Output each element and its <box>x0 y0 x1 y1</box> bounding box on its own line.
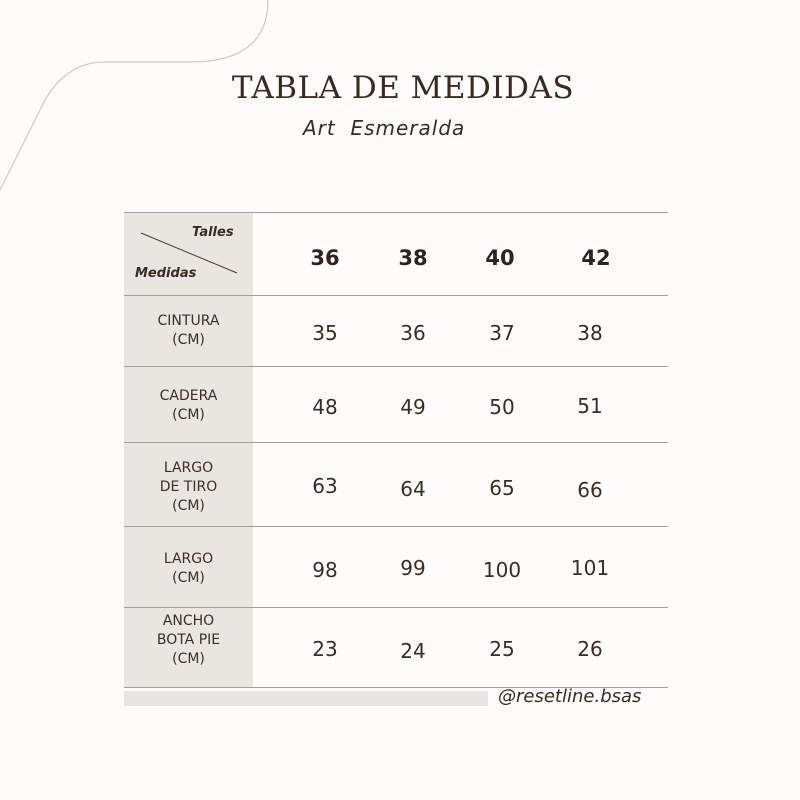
rows-header-label: Medidas <box>135 266 197 281</box>
table-rule <box>124 442 668 443</box>
row-label-largo-de-tiro: LARGO DE TIRO (CM) <box>159 460 218 514</box>
row-label-ancho-bota-pie: ANCHO BOTA PIE (CM) <box>156 613 221 667</box>
table-cell: 100 <box>482 558 522 582</box>
table-cell: 38 <box>577 321 603 345</box>
table-cell: 37 <box>489 321 515 345</box>
table-rule <box>124 366 668 367</box>
table-cell: 36 <box>400 321 426 345</box>
table-cell: 98 <box>312 558 338 582</box>
table-cell: 49 <box>400 395 426 419</box>
row-label-largo: LARGO (CM) <box>163 551 214 586</box>
table-rule <box>124 607 668 608</box>
table-cell: 99 <box>400 556 426 580</box>
table-cell: 64 <box>400 477 426 501</box>
table-cell: 35 <box>312 321 338 345</box>
size-header: 38 <box>398 246 428 270</box>
size-header: 40 <box>485 246 515 270</box>
table-cell: 23 <box>312 637 338 661</box>
table-cell: 26 <box>577 637 603 661</box>
table-cell: 25 <box>489 637 515 661</box>
table-cell: 65 <box>489 476 515 500</box>
columns-header-label: Talles <box>192 225 234 240</box>
page-subtitle: Art Esmeralda <box>303 116 466 140</box>
social-handle: @resetline.bsas <box>498 686 642 707</box>
table-rule <box>124 295 668 296</box>
table-rule <box>124 526 668 527</box>
table-cell: 24 <box>400 639 426 663</box>
size-chart-table <box>124 212 668 688</box>
table-cell: 101 <box>570 556 610 580</box>
row-label-cadera: CADERA (CM) <box>159 388 218 423</box>
row-label-cintura: CINTURA (CM) <box>157 313 220 348</box>
table-cell: 66 <box>577 478 603 502</box>
table-cell: 63 <box>312 474 338 498</box>
footer-bar <box>124 691 488 706</box>
size-header: 36 <box>310 246 340 270</box>
table-cell: 51 <box>577 394 603 418</box>
size-header: 42 <box>581 246 611 270</box>
table-cell: 50 <box>489 395 515 419</box>
page-title: TABLA DE MEDIDAS <box>231 70 575 106</box>
table-cell: 48 <box>312 395 338 419</box>
